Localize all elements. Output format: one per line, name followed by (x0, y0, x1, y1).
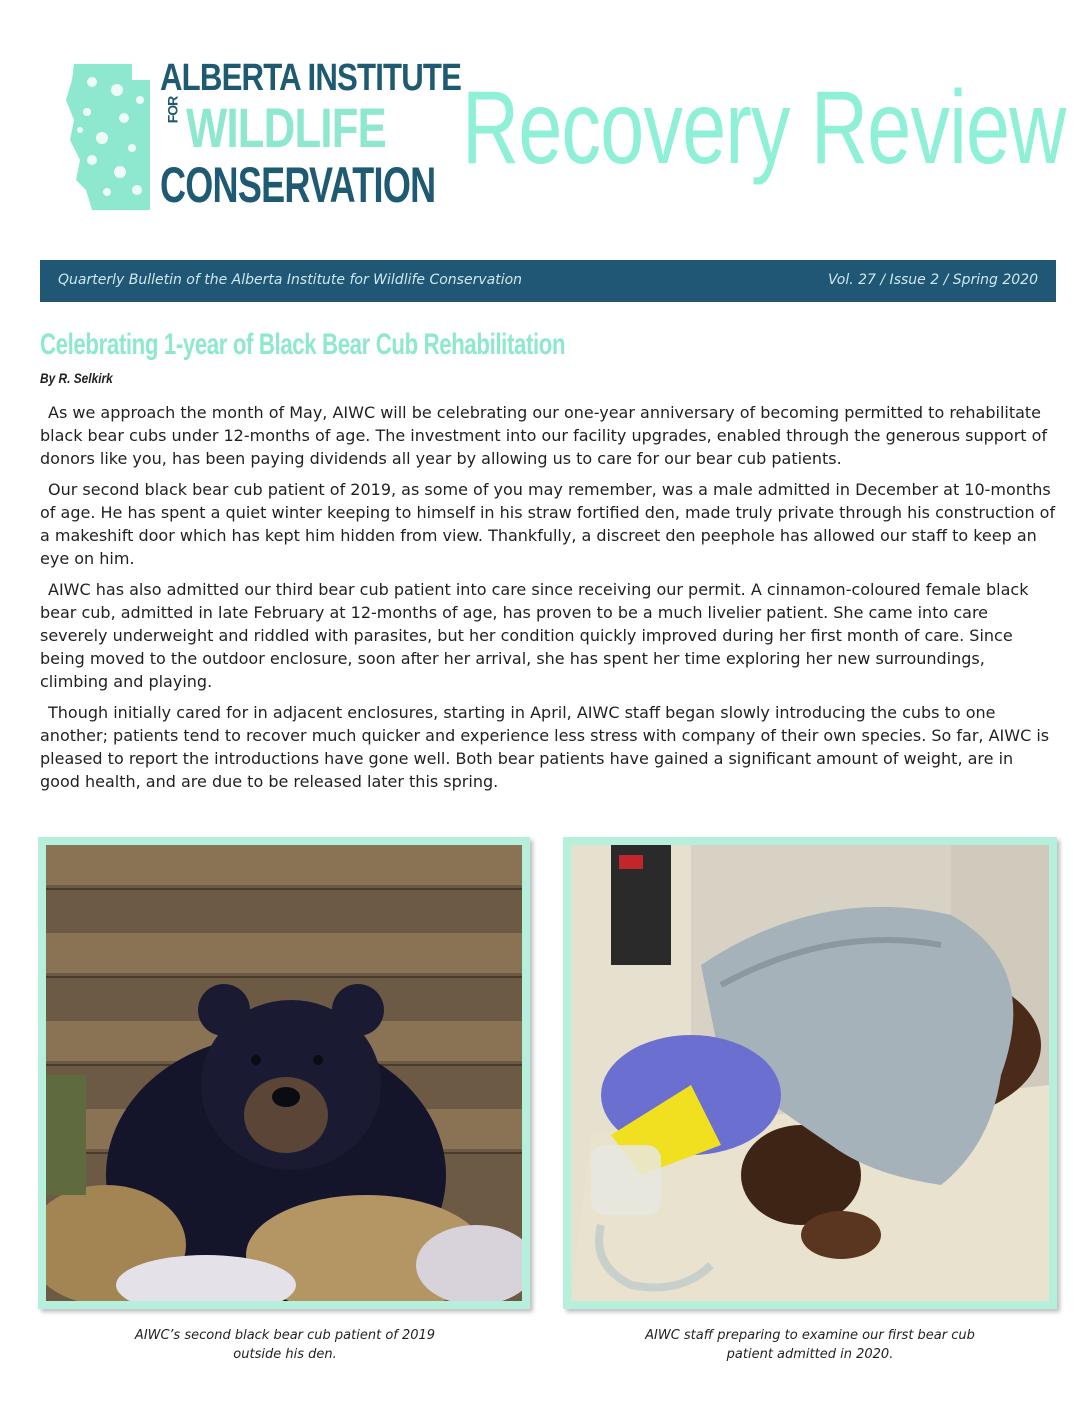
article-byline: By R. Selkirk (40, 370, 113, 386)
issue-banner (40, 260, 1056, 302)
article-paragraph: As we approach the month of May, AIWC will be celebrating our one-year anniversary of becoming permitted to rehabilitate black bear cubs under 12-months of age. The investment into our facility upgrades, enabled through the generous support of donors like you, has been paying dividends all year by allowing us to care for our bear cub patients. (40, 403, 1048, 468)
article-paragraph: Though initially cared for in adjacent enclosures, starting in April, AIWC staff began slowly introducing the cubs to one another; patients tend to recover much quicker and experience less stress with company of their own species. So far, AIWC is pleased to report the introductions have gone well. Both bear patients have gained a significant amount of weight, are in good health, and are due to be released later this spring. (40, 703, 1050, 791)
photo-caption: AIWC’s second black bear cub patient of 2019 outside his den. (134, 1328, 436, 1362)
logo-for (162, 96, 182, 124)
article-body (40, 401, 1056, 801)
logo-line-wildlife: WILDLIFE (186, 96, 386, 159)
newsletter-title: Recovery Review (462, 70, 1066, 186)
logo-line-alberta-institute: ALBERTA INSTITUTE (160, 57, 462, 99)
bear-exam-image (571, 845, 1049, 1301)
logo-for-text: FOR (164, 96, 180, 124)
photo-caption: AIWC staff preparing to examine our first bear cub patient admitted in 2020. (645, 1328, 975, 1362)
banner-subtitle: Quarterly Bulletin of the Alberta Institute for Wildlife Conservation (58, 272, 523, 288)
bear-den-image (46, 845, 522, 1301)
article-paragraph: Our second black bear cub patient of 2019, as some of you may remember, was a male admitted in December at 10-months of age. He has spent a quiet winter keeping to himself in his straw fortified den, made truly private through his construction of a makeshift door which has kept him hidden from view. Thankfully, a discreet den peephole has allowed our staff to keep an eye on him. (40, 480, 1056, 568)
logo-animal-silhouette (62, 60, 154, 220)
banner-issue-info: Vol. 27 / Issue 2 / Spring 2020 (828, 272, 1038, 288)
article-headline: Celebrating 1-year of Black Bear Cub Rehabilitation (40, 328, 566, 361)
photo-bear-den (38, 837, 530, 1309)
article-paragraph: AIWC has also admitted our third bear cub patient into care since receiving our permit. A cinnamon-coloured female black bear cub, admitted in late February at 12-months of age, has proven to be a much livelier patient. She came into care severely underweight and riddled with parasites, but her condition quickly improved during her first month of care. Since being moved to the outdoor enclosure, soon after her arrival, she has spent her time exploring her new surroundings, climbing and playing. (40, 580, 1029, 691)
photo-bear-exam (563, 837, 1057, 1309)
logo-line-conservation: CONSERVATION (160, 157, 436, 213)
